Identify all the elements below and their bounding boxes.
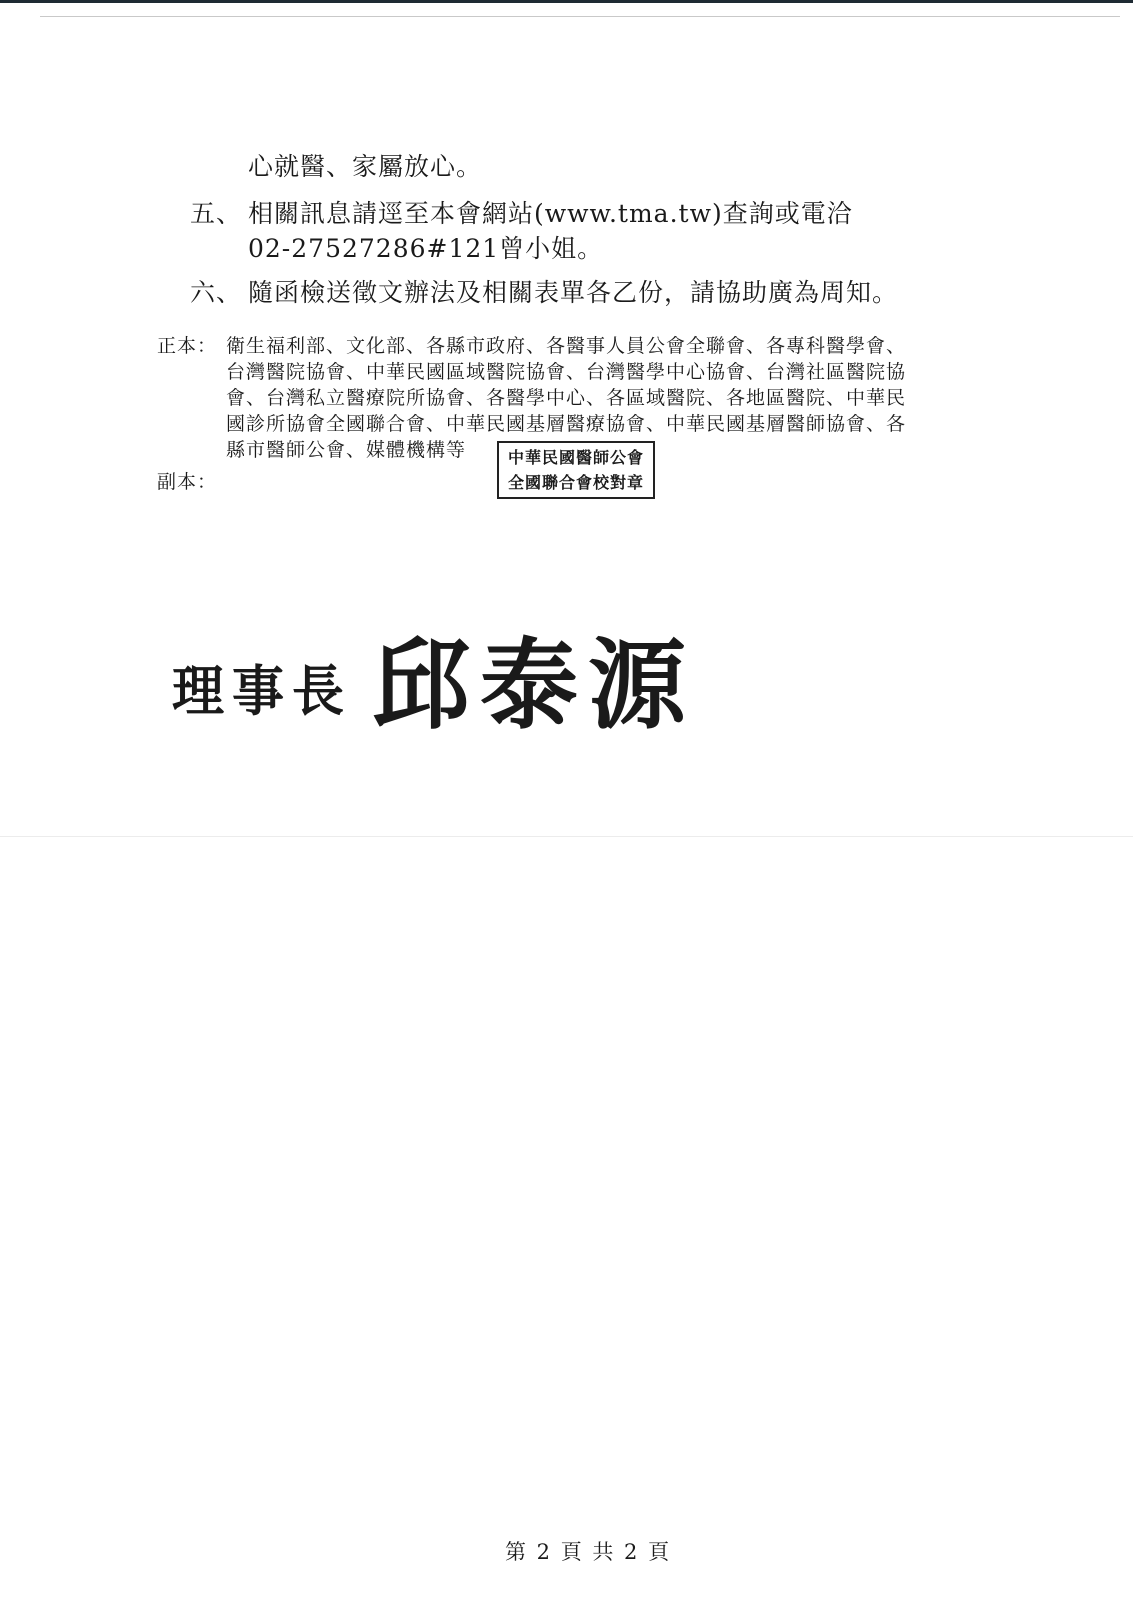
recipients-line: 縣市醫師公會、媒體機構等 xyxy=(226,439,467,461)
stamp-line2: 全國聯合會校對章 xyxy=(507,473,644,492)
item5-line1: 相關訊息請逕至本會網站(www.tma.tw)查詢或電洽 xyxy=(248,199,853,228)
cc-label: 副本： xyxy=(157,471,218,493)
scan-edge-line xyxy=(40,16,1120,17)
item5-label: 五、 xyxy=(190,199,243,228)
scan-fold-line xyxy=(0,836,1133,837)
recipients-label: 正本： xyxy=(157,335,218,357)
item5-line2: 02-27527286#121曾小姐。 xyxy=(248,234,604,263)
recipients-line: 衛生福利部、文化部、各縣市政府、各醫事人員公會全聯會、各專科醫學會、 xyxy=(226,335,907,357)
item6-line1: 隨函檢送徵文辦法及相關表單各乙份，請協助廣為周知。 xyxy=(248,278,899,307)
scan-edge-top xyxy=(0,0,1133,3)
proofreading-stamp xyxy=(497,441,655,499)
recipients-line: 國診所協會全國聯合會、中華民國基層醫療協會、中華民國基層醫師協會、各 xyxy=(226,413,907,435)
recipients-line: 台灣醫院協會、中華民國區域醫院協會、台灣醫學中心協會、台灣社區醫院協 xyxy=(226,361,907,383)
signature-title: 理事長 xyxy=(172,659,353,724)
signature-name: 邱泰源 xyxy=(372,628,697,743)
stamp-line1: 中華民國醫師公會 xyxy=(507,448,644,467)
item-continuation: 心就醫、家屬放心。 xyxy=(248,152,483,181)
recipients-line: 會、台灣私立醫療院所協會、各醫學中心、各區域醫院、各地區醫院、中華民 xyxy=(226,387,907,409)
page-number: 第 2 頁 共 2 頁 xyxy=(505,1540,672,1564)
item6-label: 六、 xyxy=(190,278,243,307)
